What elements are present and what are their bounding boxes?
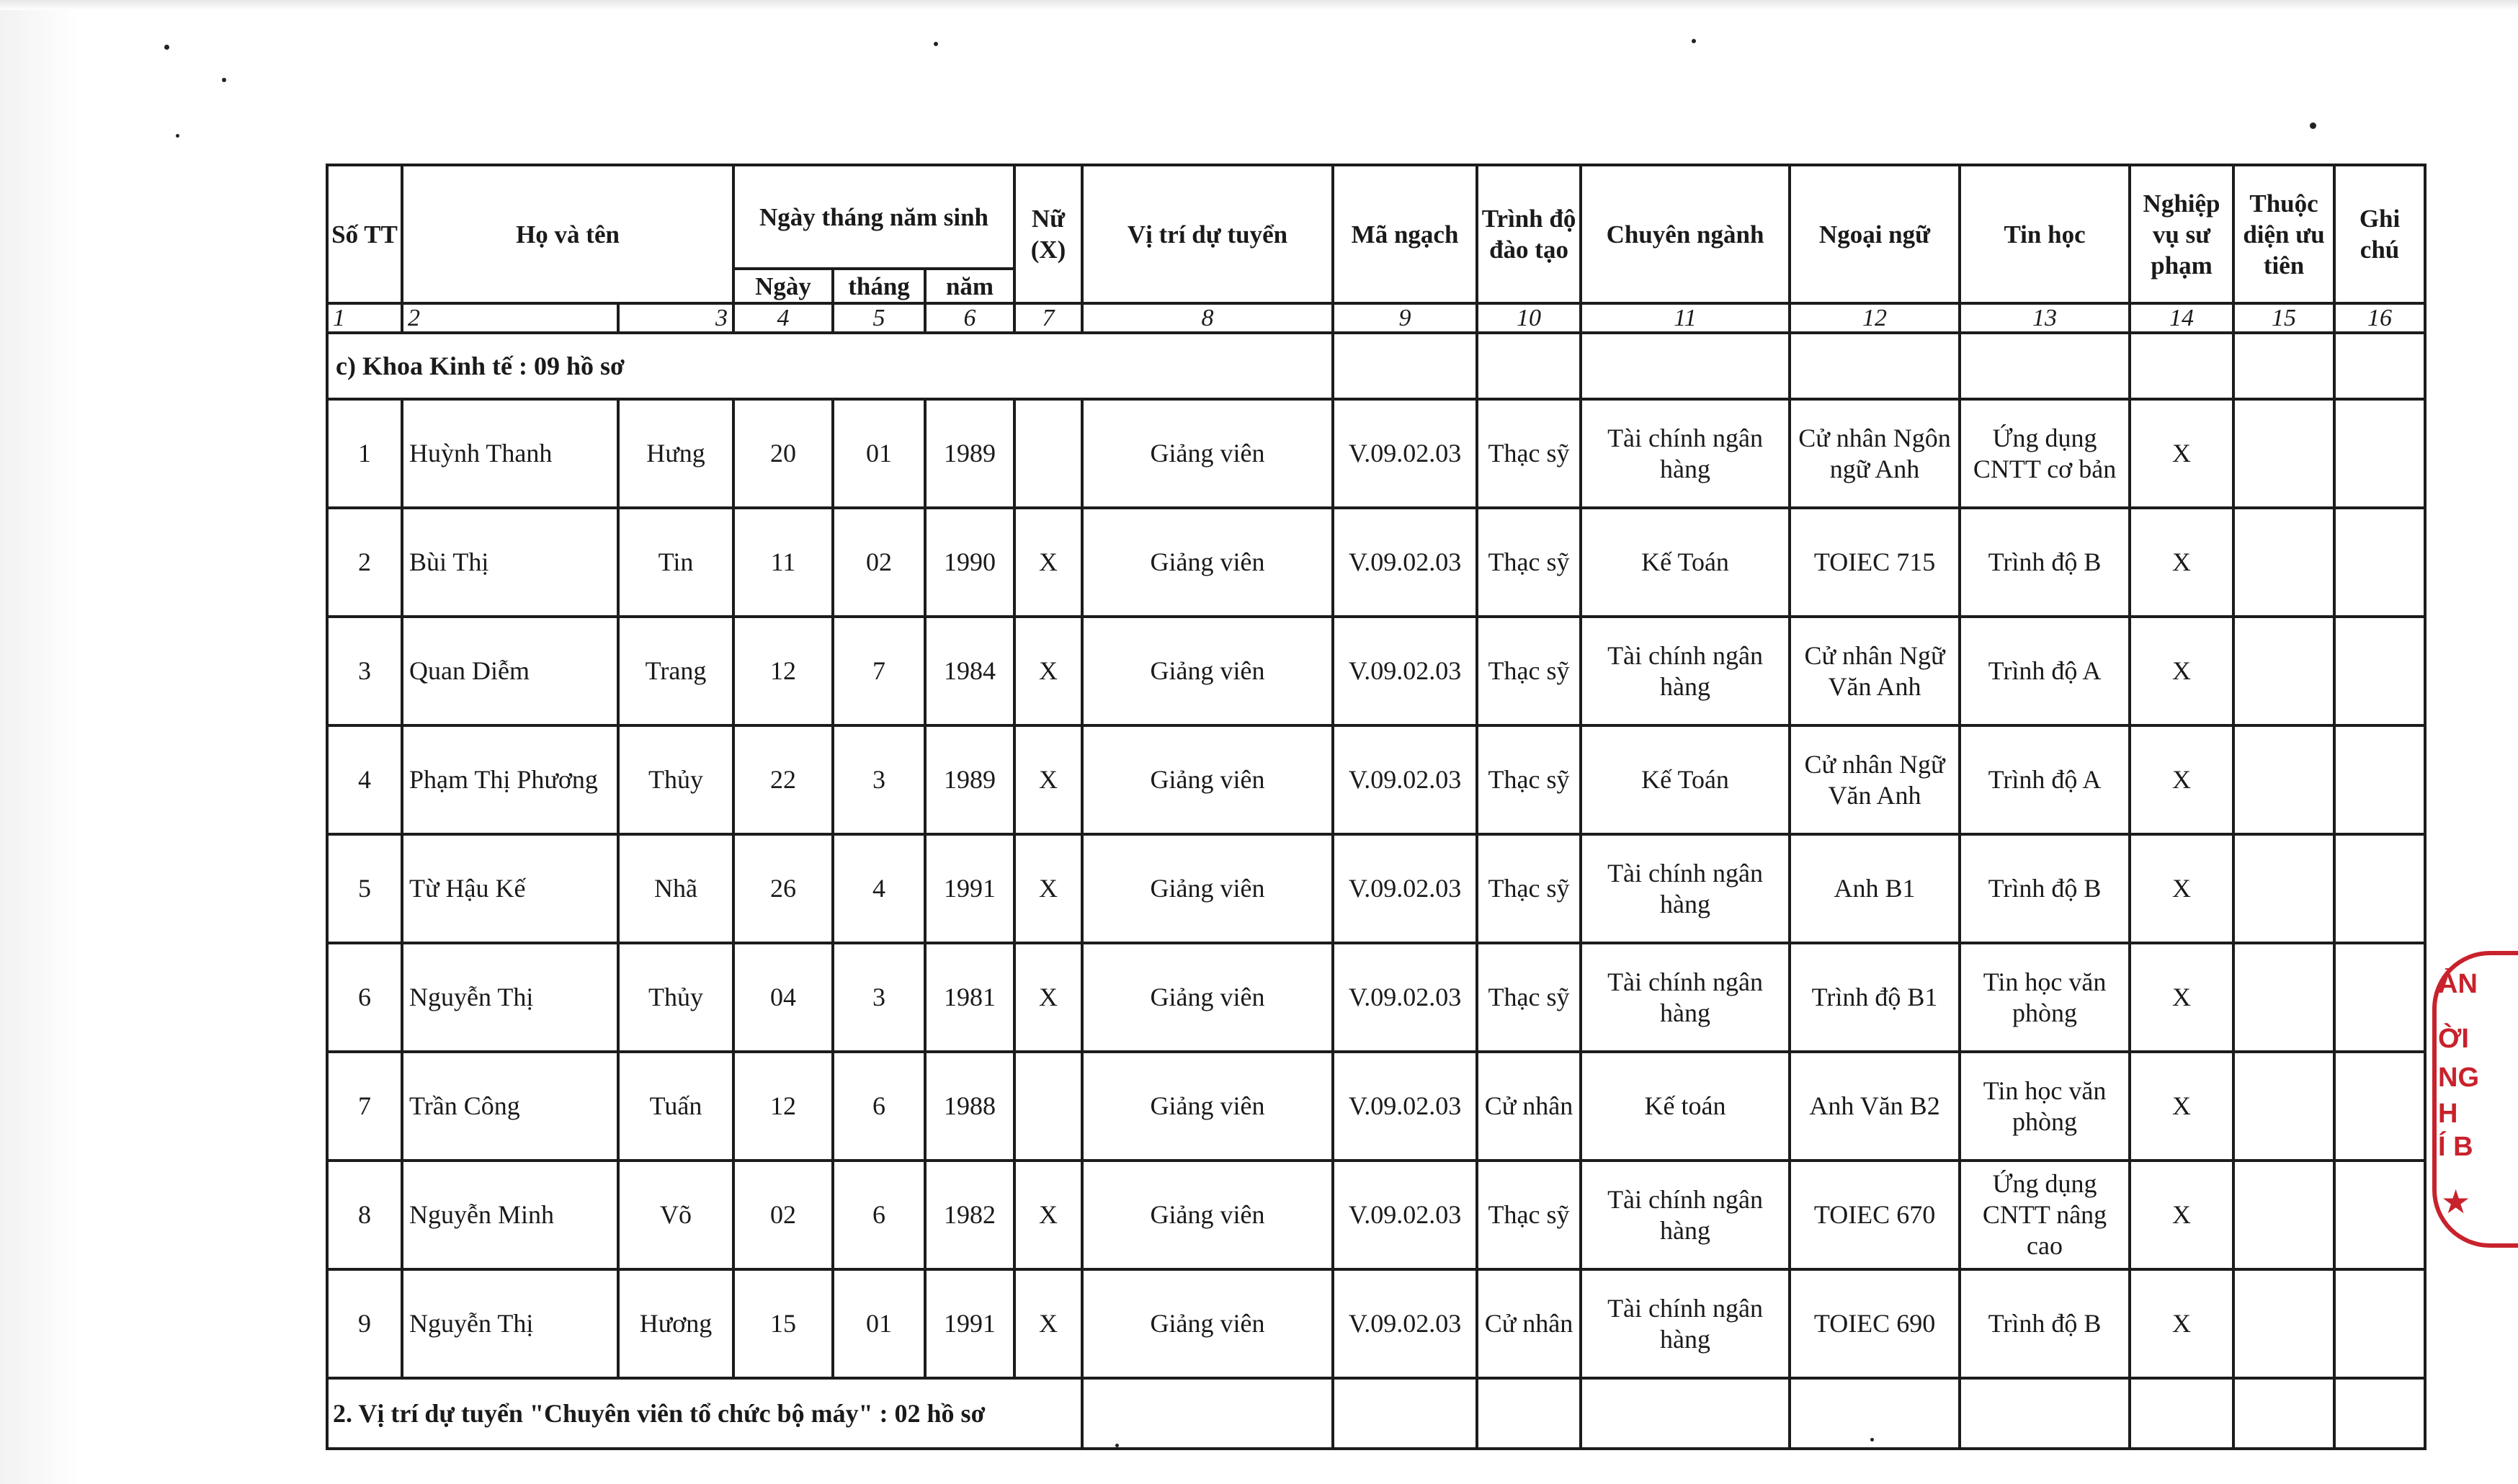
language-cell: Cử nhân Ngữ Văn Anh (1790, 617, 1960, 725)
birth-day-cell: 26 (733, 834, 833, 943)
header-education: Trình độ đào tạo (1477, 165, 1581, 303)
position-cell: Giảng viên (1082, 399, 1333, 508)
empty-cell (1333, 333, 1477, 399)
birth-day-cell: 02 (733, 1161, 833, 1269)
header-pedagogy: Nghiệp vụ sư phạm (2130, 165, 2233, 303)
position-cell: Giảng viên (1082, 617, 1333, 725)
birth-month-cell: 02 (833, 508, 925, 617)
table-row (327, 399, 2425, 508)
section-footer-row (327, 1378, 2425, 1449)
table-row (327, 1052, 2425, 1161)
header-year: năm (925, 269, 1014, 303)
it-skill-cell: Ứng dụng CNTT nâng cao (1960, 1161, 2130, 1269)
column-number: 2 (402, 303, 618, 333)
grade-code-cell: V.09.02.03 (1333, 399, 1477, 508)
birth-year-cell: 1982 (925, 1161, 1014, 1269)
it-skill-cell: Tin học văn phòng (1960, 1052, 2130, 1161)
birth-year-cell: 1988 (925, 1052, 1014, 1161)
row-number: 1 (327, 399, 402, 508)
education-cell: Cử nhân (1477, 1052, 1581, 1161)
given-name-cell: Hưng (618, 399, 733, 508)
empty-cell (1581, 333, 1790, 399)
female-mark-cell (1014, 1052, 1082, 1161)
section-label: 2. Vị trí dự tuyển "Chuyên viên tổ chức bộ máy" : 02 hồ sơ (327, 1378, 1082, 1449)
group-header-row (327, 333, 2425, 399)
it-skill-cell: Trình độ A (1960, 617, 2130, 725)
birth-day-cell: 22 (733, 725, 833, 834)
table-row (327, 617, 2425, 725)
table-row (327, 725, 2425, 834)
female-mark-cell: X (1014, 1161, 1082, 1269)
note-cell (2334, 834, 2425, 943)
header-dob: Ngày tháng năm sinh (733, 165, 1014, 269)
language-cell: TOIEC 690 (1790, 1269, 1960, 1378)
empty-cell (2334, 1378, 2425, 1449)
priority-cell (2233, 1269, 2334, 1378)
education-cell: Thạc sỹ (1477, 834, 1581, 943)
column-number: 11 (1581, 303, 1790, 333)
column-number: 3 (618, 303, 733, 333)
grade-code-cell: V.09.02.03 (1333, 725, 1477, 834)
seal-text: H (2438, 1099, 2458, 1129)
birth-year-cell: 1990 (925, 508, 1014, 617)
birth-month-cell: 6 (833, 1052, 925, 1161)
grade-code-cell: V.09.02.03 (1333, 834, 1477, 943)
grade-code-cell: V.09.02.03 (1333, 943, 1477, 1052)
female-mark-cell: X (1014, 508, 1082, 617)
education-cell: Cử nhân (1477, 1269, 1581, 1378)
pedagogy-cell: X (2130, 617, 2233, 725)
group-label: c) Khoa Kinh tế : 09 hồ sơ (327, 333, 1333, 399)
birth-year-cell: 1989 (925, 399, 1014, 508)
pedagogy-cell: X (2130, 399, 2233, 508)
female-mark-cell: X (1014, 1269, 1082, 1378)
column-number: 4 (733, 303, 833, 333)
header-note: Ghi chú (2334, 165, 2425, 303)
birth-year-cell: 1981 (925, 943, 1014, 1052)
female-mark-cell: X (1014, 725, 1082, 834)
header-major: Chuyên ngành (1581, 165, 1790, 303)
major-cell: Tài chính ngân hàng (1581, 1269, 1790, 1378)
position-cell: Giảng viên (1082, 508, 1333, 617)
female-mark-cell: X (1014, 834, 1082, 943)
surname-cell: Từ Hậu Kế (402, 834, 618, 943)
table-row (327, 508, 2425, 617)
row-number: 8 (327, 1161, 402, 1269)
priority-cell (2233, 834, 2334, 943)
language-cell: Trình độ B1 (1790, 943, 1960, 1052)
scan-speck (1692, 39, 1696, 43)
education-cell: Thạc sỹ (1477, 617, 1581, 725)
note-cell (2334, 508, 2425, 617)
table-row (327, 834, 2425, 943)
education-cell: Thạc sỹ (1477, 508, 1581, 617)
given-name-cell: Thủy (618, 943, 733, 1052)
birth-year-cell: 1991 (925, 834, 1014, 943)
it-skill-cell: Trình độ B (1960, 508, 2130, 617)
header-month: tháng (833, 269, 925, 303)
column-number: 9 (1333, 303, 1477, 333)
column-number: 13 (1960, 303, 2130, 333)
position-cell: Giảng viên (1082, 725, 1333, 834)
column-number: 6 (925, 303, 1014, 333)
star-icon: ★ (2441, 1183, 2471, 1220)
header-day: Ngày (733, 269, 833, 303)
language-cell: Anh B1 (1790, 834, 1960, 943)
column-number: 1 (327, 303, 402, 333)
header-female: Nữ (X) (1014, 165, 1082, 303)
major-cell: Tài chính ngân hàng (1581, 834, 1790, 943)
grade-code-cell: V.09.02.03 (1333, 508, 1477, 617)
seal-text: ẢN (2438, 969, 2478, 999)
given-name-cell: Võ (618, 1161, 733, 1269)
birth-day-cell: 20 (733, 399, 833, 508)
priority-cell (2233, 617, 2334, 725)
birth-year-cell: 1984 (925, 617, 1014, 725)
grade-code-cell: V.09.02.03 (1333, 1161, 1477, 1269)
header-it: Tin học (1960, 165, 2130, 303)
position-cell: Giảng viên (1082, 1052, 1333, 1161)
note-cell (2334, 1161, 2425, 1269)
header-position: Vị trí dự tuyển (1082, 165, 1333, 303)
birth-month-cell: 6 (833, 1161, 925, 1269)
pedagogy-cell: X (2130, 725, 2233, 834)
it-skill-cell: Tin học văn phòng (1960, 943, 2130, 1052)
note-cell (2334, 725, 2425, 834)
surname-cell: Phạm Thị Phương (402, 725, 618, 834)
empty-cell (1790, 333, 1960, 399)
education-cell: Thạc sỹ (1477, 1161, 1581, 1269)
birth-month-cell: 3 (833, 725, 925, 834)
table-row (327, 1269, 2425, 1378)
birth-month-cell: 3 (833, 943, 925, 1052)
position-cell: Giảng viên (1082, 1161, 1333, 1269)
grade-code-cell: V.09.02.03 (1333, 1269, 1477, 1378)
scan-speck (934, 42, 938, 46)
birth-month-cell: 4 (833, 834, 925, 943)
priority-cell (2233, 1161, 2334, 1269)
female-mark-cell: X (1014, 617, 1082, 725)
priority-cell (2233, 399, 2334, 508)
scan-speck (222, 78, 226, 82)
empty-cell (1477, 333, 1581, 399)
scan-speck (2310, 122, 2316, 129)
column-number-row (327, 303, 2425, 333)
column-number: 10 (1477, 303, 1581, 333)
given-name-cell: Nhã (618, 834, 733, 943)
empty-cell (1082, 1378, 1333, 1449)
scan-shadow-top (0, 0, 2518, 10)
row-number: 2 (327, 508, 402, 617)
surname-cell: Nguyễn Minh (402, 1161, 618, 1269)
note-cell (2334, 399, 2425, 508)
given-name-cell: Hương (618, 1269, 733, 1378)
grade-code-cell: V.09.02.03 (1333, 1052, 1477, 1161)
major-cell: Tài chính ngân hàng (1581, 1161, 1790, 1269)
pedagogy-cell: X (2130, 834, 2233, 943)
birth-month-cell: 01 (833, 399, 925, 508)
major-cell: Tài chính ngân hàng (1581, 399, 1790, 508)
column-number: 5 (833, 303, 925, 333)
official-seal (2427, 951, 2518, 1239)
it-skill-cell: Trình độ B (1960, 1269, 2130, 1378)
empty-cell (1960, 333, 2130, 399)
row-number: 7 (327, 1052, 402, 1161)
major-cell: Tài chính ngân hàng (1581, 617, 1790, 725)
pedagogy-cell: X (2130, 943, 2233, 1052)
column-number: 7 (1014, 303, 1082, 333)
header-stt: Số TT (327, 165, 402, 303)
empty-cell (2233, 1378, 2334, 1449)
empty-cell (2334, 333, 2425, 399)
pedagogy-cell: X (2130, 1052, 2233, 1161)
empty-cell (1333, 1378, 1477, 1449)
note-cell (2334, 1052, 2425, 1161)
birth-month-cell: 01 (833, 1269, 925, 1378)
priority-cell (2233, 943, 2334, 1052)
note-cell (2334, 943, 2425, 1052)
header-name: Họ và tên (402, 165, 733, 303)
scan-speck (164, 45, 169, 50)
priority-cell (2233, 508, 2334, 617)
column-number: 16 (2334, 303, 2425, 333)
seal-text: ỜI (2438, 1024, 2469, 1054)
scan-shadow-left (0, 0, 79, 1484)
column-number: 8 (1082, 303, 1333, 333)
column-number: 14 (2130, 303, 2233, 333)
note-cell (2334, 1269, 2425, 1378)
education-cell: Thạc sỹ (1477, 399, 1581, 508)
row-number: 9 (327, 1269, 402, 1378)
candidate-table (326, 164, 2427, 1450)
birth-day-cell: 12 (733, 617, 833, 725)
language-cell: Cử nhân Ngôn ngữ Anh (1790, 399, 1960, 508)
empty-cell (1581, 1378, 1790, 1449)
empty-cell (1960, 1378, 2130, 1449)
pedagogy-cell: X (2130, 1161, 2233, 1269)
empty-cell (2233, 333, 2334, 399)
given-name-cell: Trang (618, 617, 733, 725)
priority-cell (2233, 725, 2334, 834)
surname-cell: Quan Diễm (402, 617, 618, 725)
position-cell: Giảng viên (1082, 834, 1333, 943)
education-cell: Thạc sỹ (1477, 725, 1581, 834)
it-skill-cell: Trình độ B (1960, 834, 2130, 943)
pedagogy-cell: X (2130, 1269, 2233, 1378)
empty-cell (2130, 333, 2233, 399)
row-number: 4 (327, 725, 402, 834)
major-cell: Kế toán (1581, 1052, 1790, 1161)
seal-text: Í B (2438, 1132, 2473, 1162)
pedagogy-cell: X (2130, 508, 2233, 617)
language-cell: TOIEC 715 (1790, 508, 1960, 617)
education-cell: Thạc sỹ (1477, 943, 1581, 1052)
language-cell: TOIEC 670 (1790, 1161, 1960, 1269)
female-mark-cell: X (1014, 943, 1082, 1052)
surname-cell: Trần Công (402, 1052, 618, 1161)
it-skill-cell: Trình độ A (1960, 725, 2130, 834)
header-grade-code: Mã ngạch (1333, 165, 1477, 303)
birth-year-cell: 1989 (925, 725, 1014, 834)
surname-cell: Nguyễn Thị (402, 1269, 618, 1378)
row-number: 6 (327, 943, 402, 1052)
birth-day-cell: 12 (733, 1052, 833, 1161)
given-name-cell: Tuấn (618, 1052, 733, 1161)
given-name-cell: Thủy (618, 725, 733, 834)
note-cell (2334, 617, 2425, 725)
column-number: 15 (2233, 303, 2334, 333)
empty-cell (2130, 1378, 2233, 1449)
major-cell: Kế Toán (1581, 508, 1790, 617)
female-mark-cell (1014, 399, 1082, 508)
it-skill-cell: Ứng dụng CNTT cơ bản (1960, 399, 2130, 508)
table-row (327, 1161, 2425, 1269)
surname-cell: Bùi Thị (402, 508, 618, 617)
language-cell: Cử nhân Ngữ Văn Anh (1790, 725, 1960, 834)
candidate-rows (327, 399, 2425, 1378)
birth-month-cell: 7 (833, 617, 925, 725)
birth-day-cell: 04 (733, 943, 833, 1052)
given-name-cell: Tin (618, 508, 733, 617)
scan-speck (176, 134, 179, 138)
column-number: 12 (1790, 303, 1960, 333)
row-number: 5 (327, 834, 402, 943)
surname-cell: Huỳnh Thanh (402, 399, 618, 508)
position-cell: Giảng viên (1082, 943, 1333, 1052)
surname-cell: Nguyễn Thị (402, 943, 618, 1052)
language-cell: Anh Văn B2 (1790, 1052, 1960, 1161)
birth-day-cell: 11 (733, 508, 833, 617)
priority-cell (2233, 1052, 2334, 1161)
header-row (327, 165, 2425, 269)
grade-code-cell: V.09.02.03 (1333, 617, 1477, 725)
position-cell: Giảng viên (1082, 1269, 1333, 1378)
major-cell: Kế Toán (1581, 725, 1790, 834)
empty-cell (1790, 1378, 1960, 1449)
table-row (327, 943, 2425, 1052)
empty-cell (1477, 1378, 1581, 1449)
header-language: Ngoại ngữ (1790, 165, 1960, 303)
seal-text: NG (2438, 1063, 2479, 1093)
header-priority: Thuộc diện ưu tiên (2233, 165, 2334, 303)
row-number: 3 (327, 617, 402, 725)
birth-year-cell: 1991 (925, 1269, 1014, 1378)
major-cell: Tài chính ngân hàng (1581, 943, 1790, 1052)
birth-day-cell: 15 (733, 1269, 833, 1378)
